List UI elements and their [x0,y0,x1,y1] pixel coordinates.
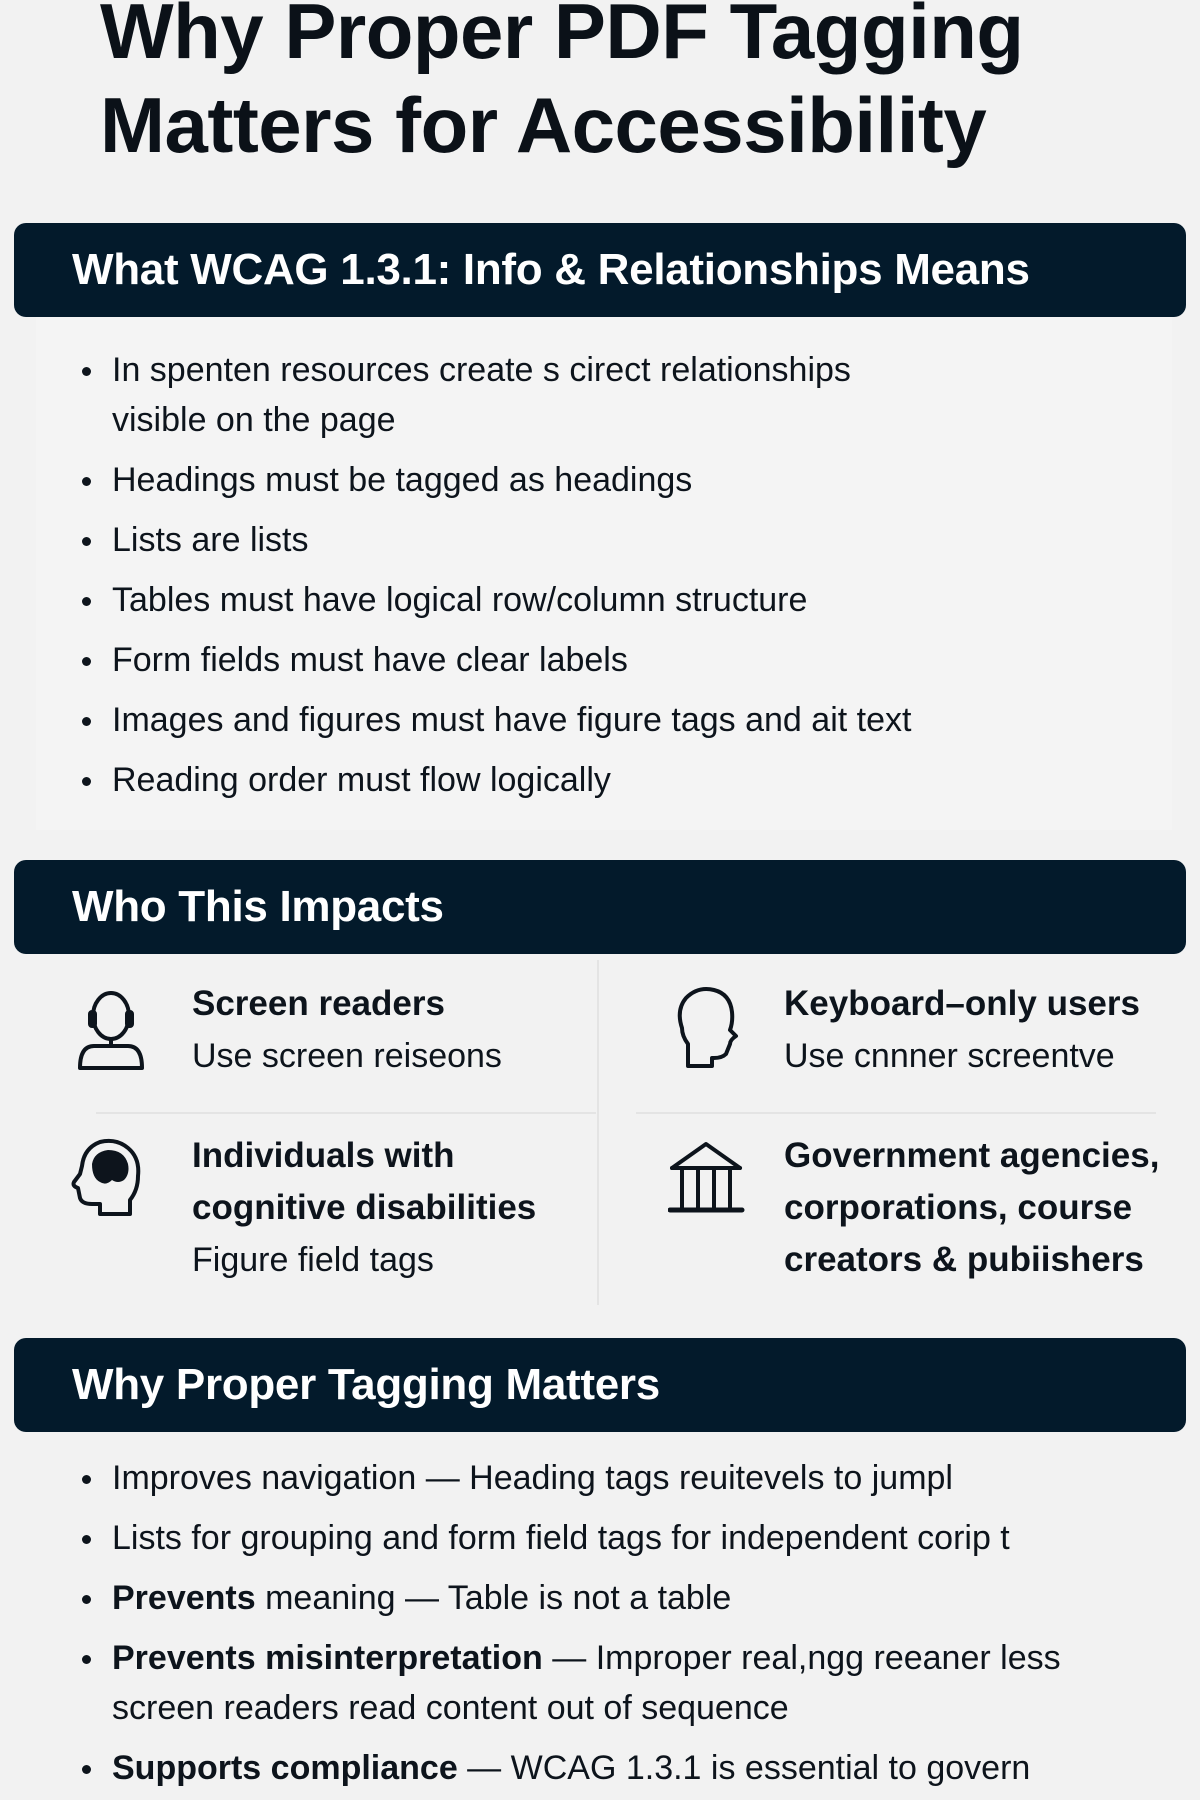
page-title [100,0,1024,172]
why-list [0,1453,1200,1793]
bullet-icon [82,1535,91,1544]
impact-label: Individuals with cognitive disabilities [192,1136,537,1227]
impact-label: Screen readers [192,984,445,1023]
list-item: Improves navigation — Heading tags reuitevels to jumpl [0,1453,1200,1503]
section-header-impacts [14,860,1186,954]
impact-description: Figure field tags [192,1241,434,1279]
head-profile-icon [672,986,752,1076]
impact-label: Keyboard–only users [784,984,1140,1023]
section-heading-wcag: What WCAG 1.3.1: Info & Relationships Means [72,245,1030,294]
section-header-wcag [14,223,1186,317]
list-item: Lists are lists [0,515,1200,565]
section-heading-impacts: Who This Impacts [72,882,444,931]
headset-user-icon [76,986,156,1076]
bullet-icon [82,777,91,786]
government-building-icon [668,1140,748,1230]
list-item: Headings must be tagged as headings [0,455,1200,505]
wcag-list [0,345,1200,805]
list-item: Reading order must flow logically [0,755,1200,805]
list-item: Prevents misinterpretation — Improper real,ngg reeaner less screen readers read content out of sequence [0,1633,1200,1733]
bullet-icon [82,537,91,546]
list-item: In spenten resources create s cirect relationships visible on the page [0,345,1200,445]
list-item: Lists for grouping and form field tags for independent corip t [0,1513,1200,1563]
page-title-line-2: Matters for Accessibility [100,81,987,169]
list-item: Prevents meaning — Table is not a table [0,1573,1200,1623]
section-header-why [14,1338,1186,1432]
bullet-icon [82,657,91,666]
impacts-grid [36,960,1176,1305]
bullet-icon [82,477,91,486]
bullet-icon [82,597,91,606]
bullet-icon [82,1655,91,1664]
list-item: Supports compliance — WCAG 1.3.1 is essential to govern [0,1743,1200,1793]
bullet-icon [82,1765,91,1774]
grid-divider-horizontal-left [96,1112,596,1114]
grid-divider-vertical [597,960,599,1305]
impact-label: Government agencies, corporations, course creators & pubiishers [784,1136,1160,1279]
brain-head-icon [70,1136,150,1226]
list-item: Images and figures must have figure tags and ait text [0,695,1200,745]
bullet-icon [82,717,91,726]
list-item: Form fields must have clear labels [0,635,1200,685]
impact-description: Use cnnner screentve [784,1037,1115,1075]
bullet-icon [82,367,91,376]
list-item: Tables must have logical row/column structure [0,575,1200,625]
page-title-line-1: Why Proper PDF Tagging [100,0,1024,75]
bullet-icon [82,1475,91,1484]
impact-description: Use screen reiseons [192,1037,502,1075]
section-heading-why: Why Proper Tagging Matters [72,1360,660,1409]
grid-divider-horizontal-right [636,1112,1156,1114]
bullet-icon [82,1595,91,1604]
